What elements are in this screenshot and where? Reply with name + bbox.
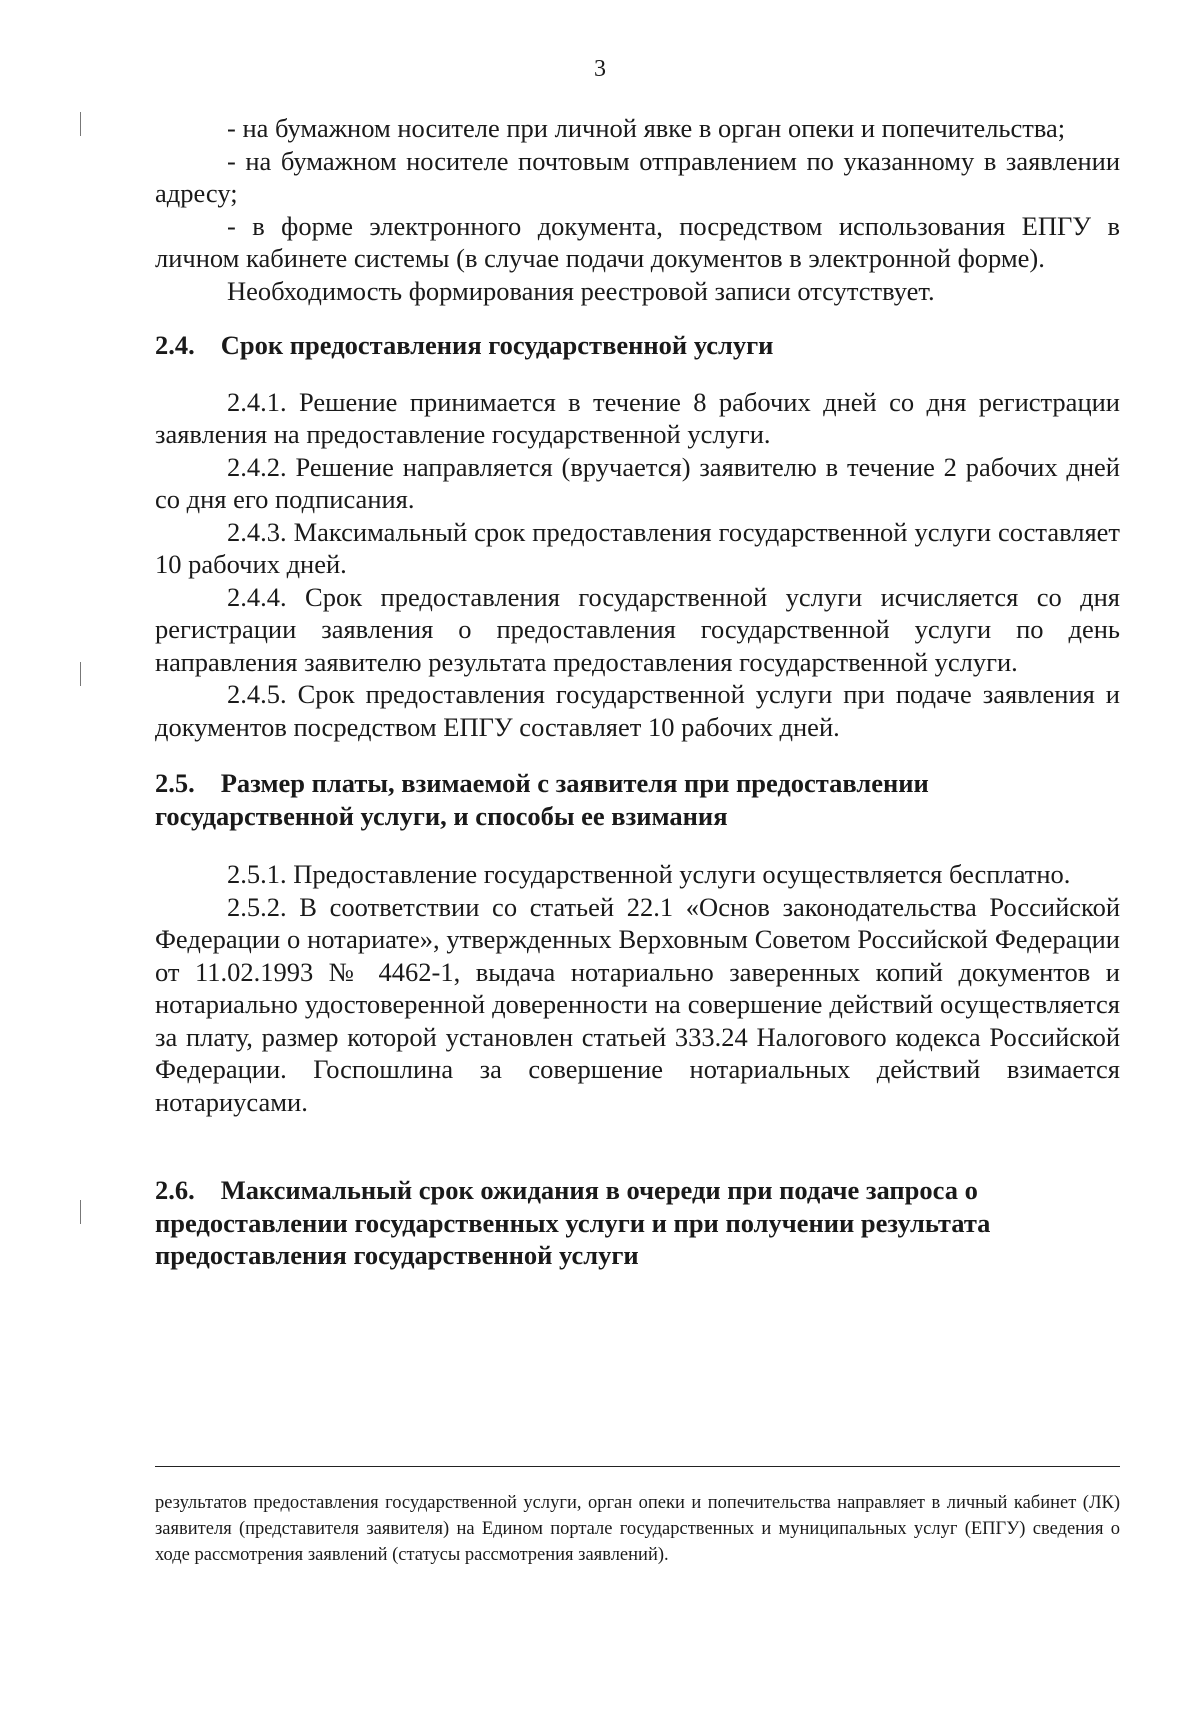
footnote-text: результатов предоставления государственной услуги, орган опеки и попечительства направляет в личный кабинет (ЛК) заявителя (представителя заявителя) на Едином портале государственных и муниципальных услуг (ЕПГУ) сведения о ходе рассмотрения заявлений (статусы рассмотрения заявлений). xyxy=(155,1493,1120,1565)
section-number: 2.5. xyxy=(155,768,195,798)
clause-2-5-1: 2.5.1. Предоставление государственной услуги осуществляется бесплатно. xyxy=(227,859,1071,889)
paragraph-paper-personal: - на бумажном носителе при личной явке в орган опеки и попечительства; xyxy=(227,113,1066,143)
section-title: Срок предоставления государственной услуги xyxy=(220,330,774,360)
paragraph-electronic: - в форме электронного документа, посредством использования ЕПГУ в личном кабинете системы (в случае подачи документов в электронной форме). xyxy=(155,210,1120,273)
section-title-line: предоставлении государственных услуги и при получении результата xyxy=(155,1207,991,1238)
page-number: 3 xyxy=(594,56,606,82)
clause-2-4-4: 2.4.4. Срок предоставления государственной услуги исчисляется со дня регистрации заявления о предоставления государственной услуги по день направления заявителю результата предоставления государственной услуги. xyxy=(155,581,1120,677)
scan-edge-mark xyxy=(80,662,81,686)
section-heading-2-6 xyxy=(155,1174,1120,1272)
scan-edge-mark xyxy=(80,1200,81,1224)
document-body xyxy=(155,112,1120,1272)
paragraph-registry: Необходимость формирования реестровой записи отсутствует. xyxy=(227,275,935,306)
section-heading-2-4 xyxy=(155,329,1120,362)
clause-2-4-2: 2.4.2. Решение направляется (вручается) заявителю в течение 2 рабочих дней со дня его подписания. xyxy=(155,451,1120,514)
clause-2-4-5: 2.4.5. Срок предоставления государственной услуги при подаче заявления и документов посредством ЕПГУ составляет 10 рабочих дней. xyxy=(155,679,1120,742)
section-title-line: предоставления государственной услуги xyxy=(155,1240,639,1270)
clause-2-4-3: 2.4.3. Максимальный срок предоставления государственной услуги составляет 10 рабочих дней. xyxy=(155,516,1120,579)
section-heading-2-5 xyxy=(155,767,1120,832)
scan-edge-mark xyxy=(80,112,81,136)
section-number: 2.6. xyxy=(155,1175,195,1205)
section-title-line: Размер платы, взимаемой с заявителя при предоставлении xyxy=(220,768,929,798)
section-title-line: государственной услуги, и способы ее взимания xyxy=(155,800,728,831)
section-title-line: Максимальный срок ожидания в очереди при подаче запроса о xyxy=(220,1175,978,1205)
paragraph-paper-mail: - на бумажном носителе почтовым отправлением по указанному в заявлении адресу; xyxy=(155,145,1120,208)
section-number: 2.4. xyxy=(155,330,195,360)
footnote-divider xyxy=(155,1466,1120,1467)
clause-2-4-1: 2.4.1. Решение принимается в течение 8 рабочих дней со дня регистрации заявления на предоставление государственной услуги. xyxy=(155,386,1120,449)
clause-2-5-2: 2.5.2. В соответствии со статьей 22.1 «Основ законодательства Российской Федерации о нотариате», утвержденных Верховным Советом Российской Федерации от 11.02.1993 № 4462-1, выдача нотариально заверенных копий документов и нотариально удостоверенной доверенности на совершение действий осуществляется за плату, размер которой установлен статьей 333.24 Налогового кодекса Российской Федерации. Госпошлина за совершение нотариальных действий взимается нотариусами. xyxy=(155,891,1120,1117)
